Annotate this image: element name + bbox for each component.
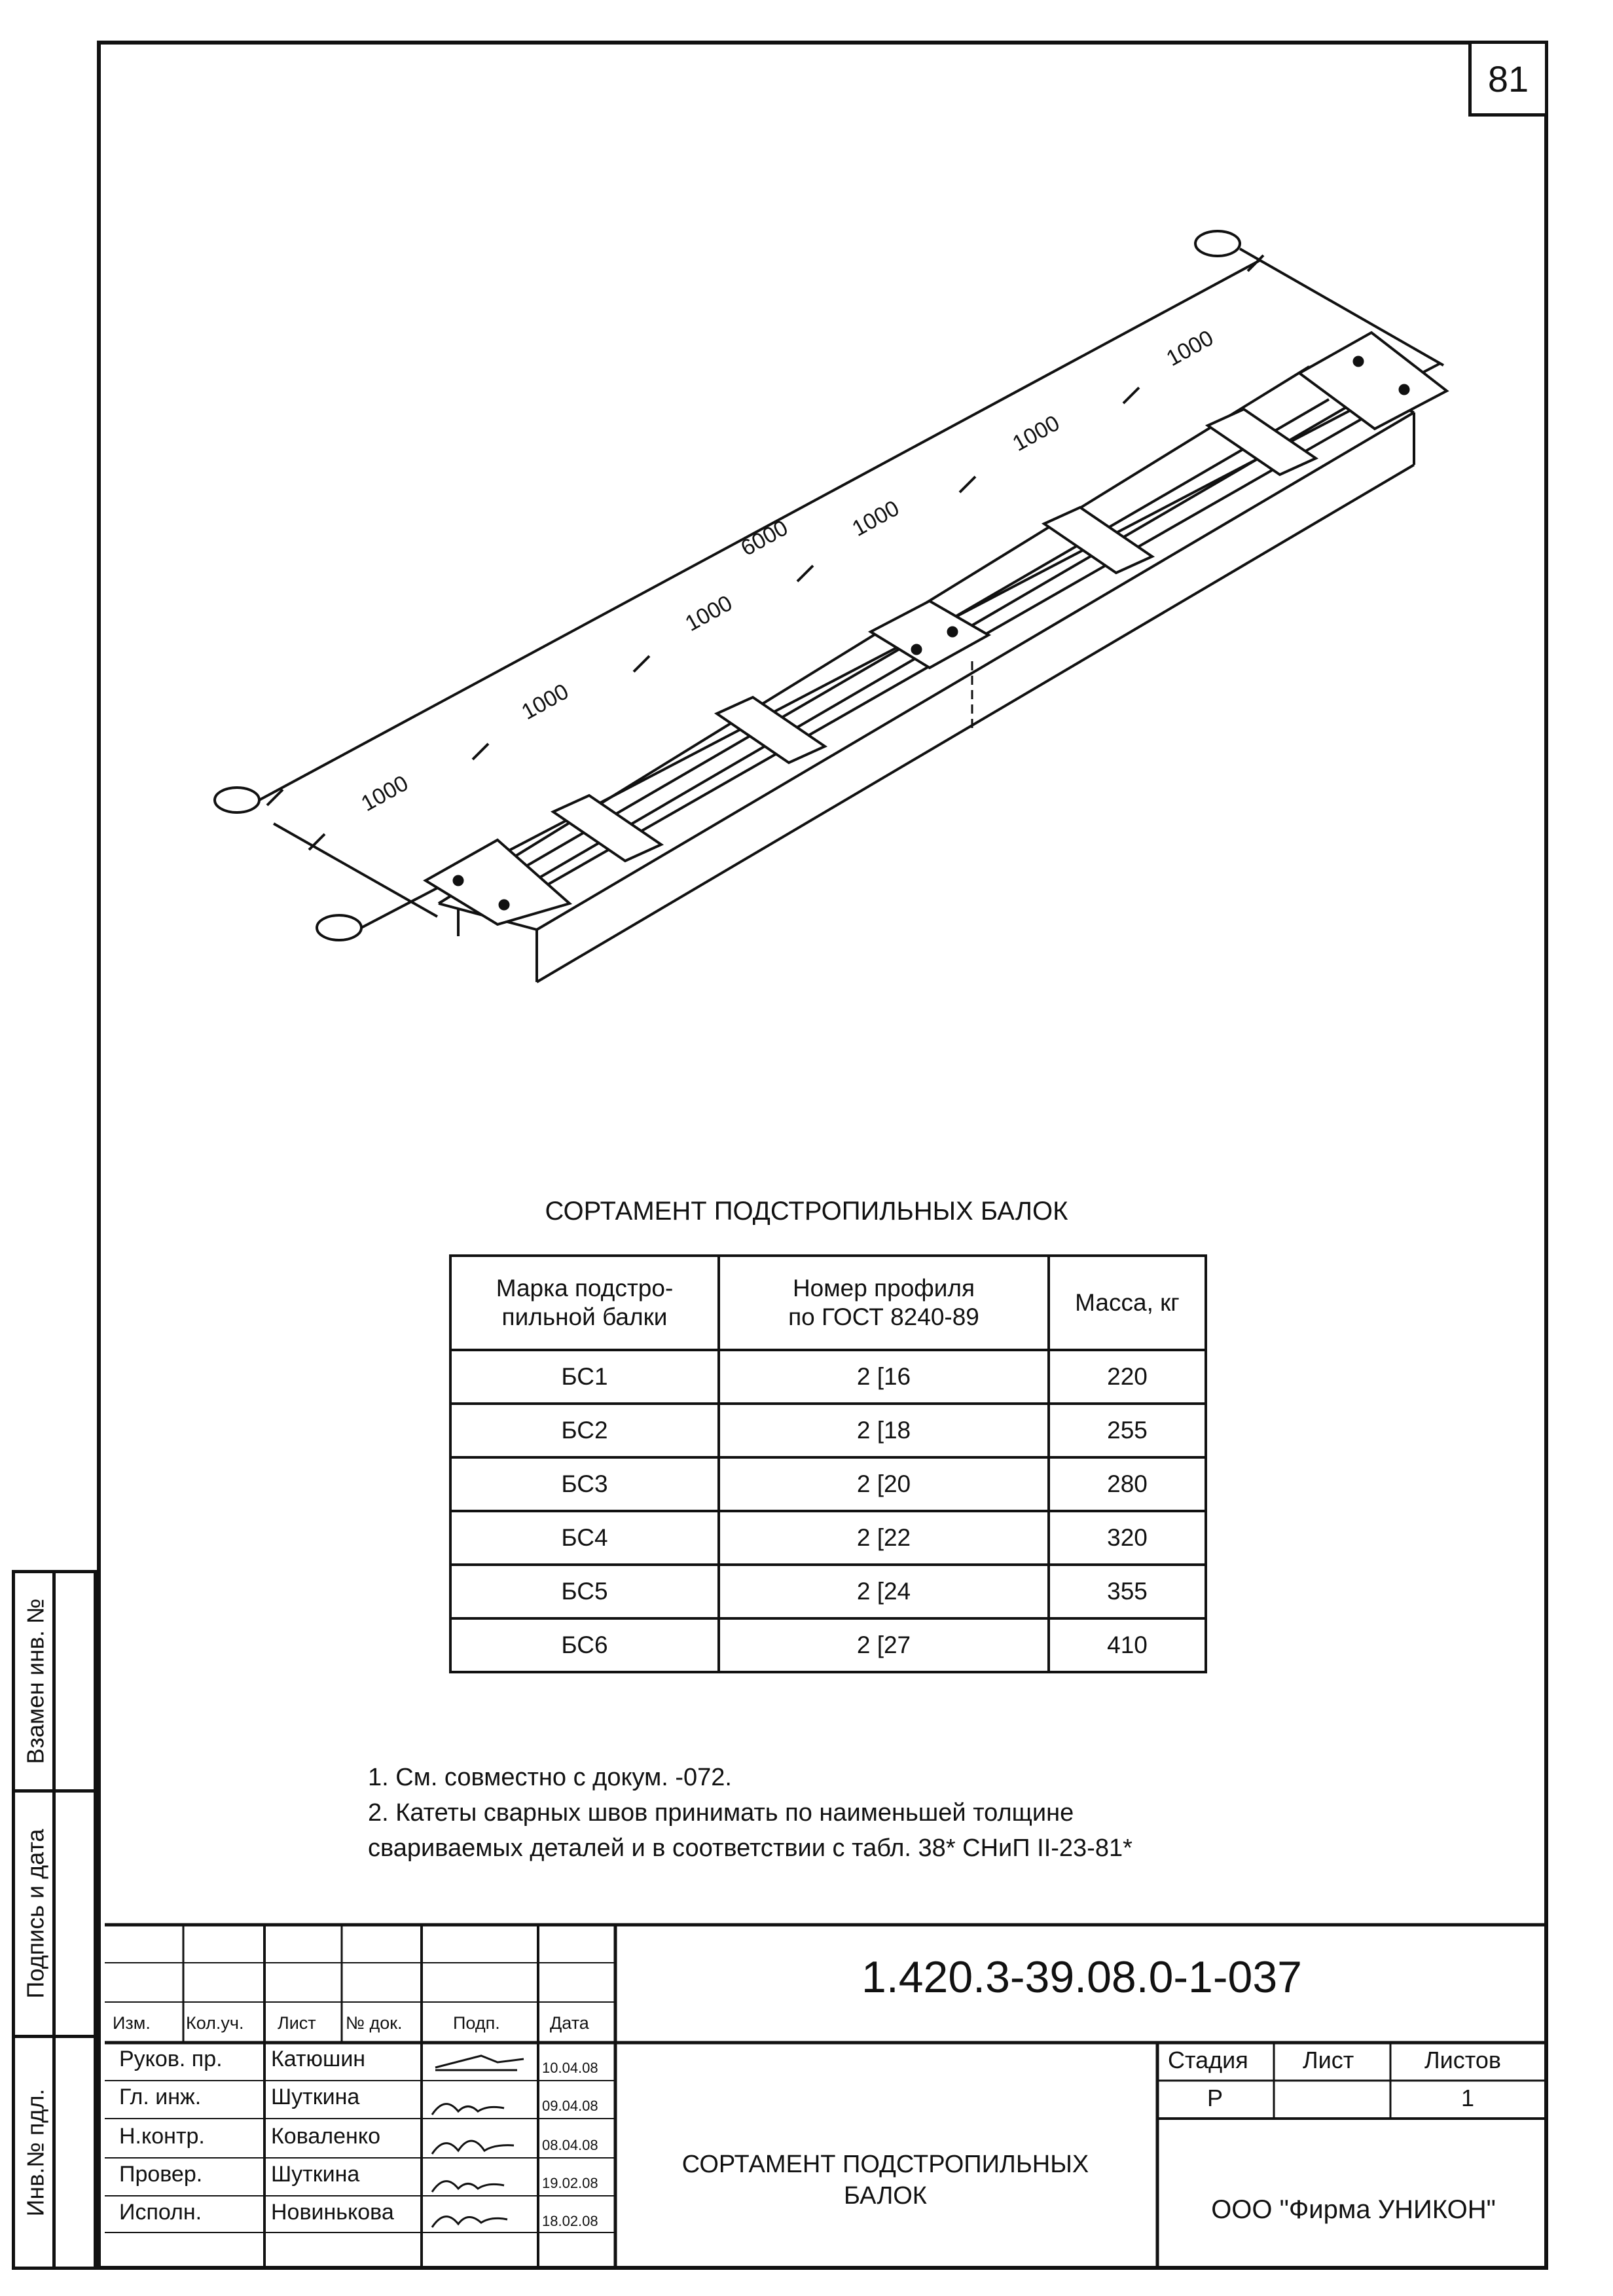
- dimension-label: 1000: [681, 591, 737, 636]
- table-row: БС6 2 [27 410: [450, 1618, 1206, 1672]
- side-label-replace: Взамен инв. №: [22, 1598, 48, 1764]
- table-row: БС5 2 [24 355: [450, 1565, 1206, 1618]
- note-line: 2. Катеты сварных швов принимать по наименьшей толщине: [368, 1799, 1074, 1827]
- header-mass: Масса, кг: [1049, 1256, 1206, 1350]
- tb-date: 19.02.08: [542, 2175, 598, 2191]
- dimension-label: 1000: [357, 771, 413, 816]
- tb-col-sign: Подп.: [453, 2013, 500, 2033]
- tb-role: Руков. пр.: [119, 2047, 223, 2071]
- tb-role: Провер.: [119, 2162, 203, 2187]
- table-row: БС2 2 [18 255: [450, 1404, 1206, 1457]
- side-label-inv: Инв.№ пдл.: [22, 2088, 49, 2217]
- sheet-label: Лист: [1303, 2047, 1354, 2073]
- signatures: [432, 2056, 524, 2227]
- firm-name: ООО "Фирма УНИКОН": [1211, 2195, 1496, 2224]
- stage-label: Стадия: [1168, 2047, 1248, 2073]
- tb-person: Шуткина: [271, 2085, 360, 2109]
- document-code: 1.420.3-39.08.0-1-037: [861, 1952, 1302, 2002]
- header-profile: Номер профиля по ГОСТ 8240-89: [719, 1256, 1049, 1350]
- tb-person: Коваленко: [271, 2124, 380, 2149]
- stage-value: Р: [1207, 2085, 1223, 2111]
- dimension-label: 1000: [848, 496, 904, 541]
- dimension-label: 1000: [1008, 410, 1064, 456]
- tb-col-date: Дата: [550, 2013, 589, 2033]
- note-line: сваpиваемых деталей и в соответствии с табл. 38* СНиП II-23-81*: [368, 1834, 1133, 1862]
- tb-role: Гл. инж.: [119, 2085, 202, 2109]
- dimension-label-total: 6000: [736, 515, 793, 561]
- tb-person: Катюшин: [271, 2047, 366, 2071]
- tb-date: 09.04.08: [542, 2098, 598, 2114]
- dimension-label: 1000: [517, 679, 573, 725]
- tb-date: 10.04.08: [542, 2060, 598, 2076]
- tb-col-izm: Изм.: [113, 2013, 151, 2033]
- tb-date: 18.02.08: [542, 2213, 598, 2229]
- tb-person: Шуткина: [271, 2162, 360, 2187]
- table-row: БС3 2 [20 280: [450, 1457, 1206, 1511]
- side-label-sign: Подпись и дата: [22, 1829, 48, 1999]
- sheets-value: 1: [1461, 2085, 1475, 2111]
- dimension-label: 1000: [1162, 325, 1218, 371]
- tb-col-kol: Кол.уч.: [186, 2013, 244, 2033]
- table-row: БС1 2 [16 220: [450, 1350, 1206, 1404]
- table-title: СОРТАМЕНТ ПОДСТРОПИЛЬНЫХ БАЛОК: [545, 1197, 1068, 1226]
- tb-date: 08.04.08: [542, 2137, 598, 2153]
- table-row: БС4 2 [22 320: [450, 1511, 1206, 1565]
- sheet-number: 81: [1468, 41, 1548, 117]
- sheets-label: Листов: [1424, 2047, 1501, 2073]
- header-mark: Марка подстро- пильной балки: [450, 1256, 719, 1350]
- note-line: 1. См. совместно с докум. -072.: [368, 1764, 732, 1791]
- tb-col-doc: № док.: [346, 2013, 403, 2033]
- tb-role: Н.контр.: [119, 2124, 205, 2149]
- tb-role: Исполн.: [119, 2200, 202, 2225]
- document-name: СОРТАМЕНТ ПОДСТРОПИЛЬНЫХ БАЛОК: [681, 2151, 1089, 2210]
- tb-col-list: Лист: [278, 2013, 316, 2033]
- tb-person: Новинькова: [271, 2200, 394, 2225]
